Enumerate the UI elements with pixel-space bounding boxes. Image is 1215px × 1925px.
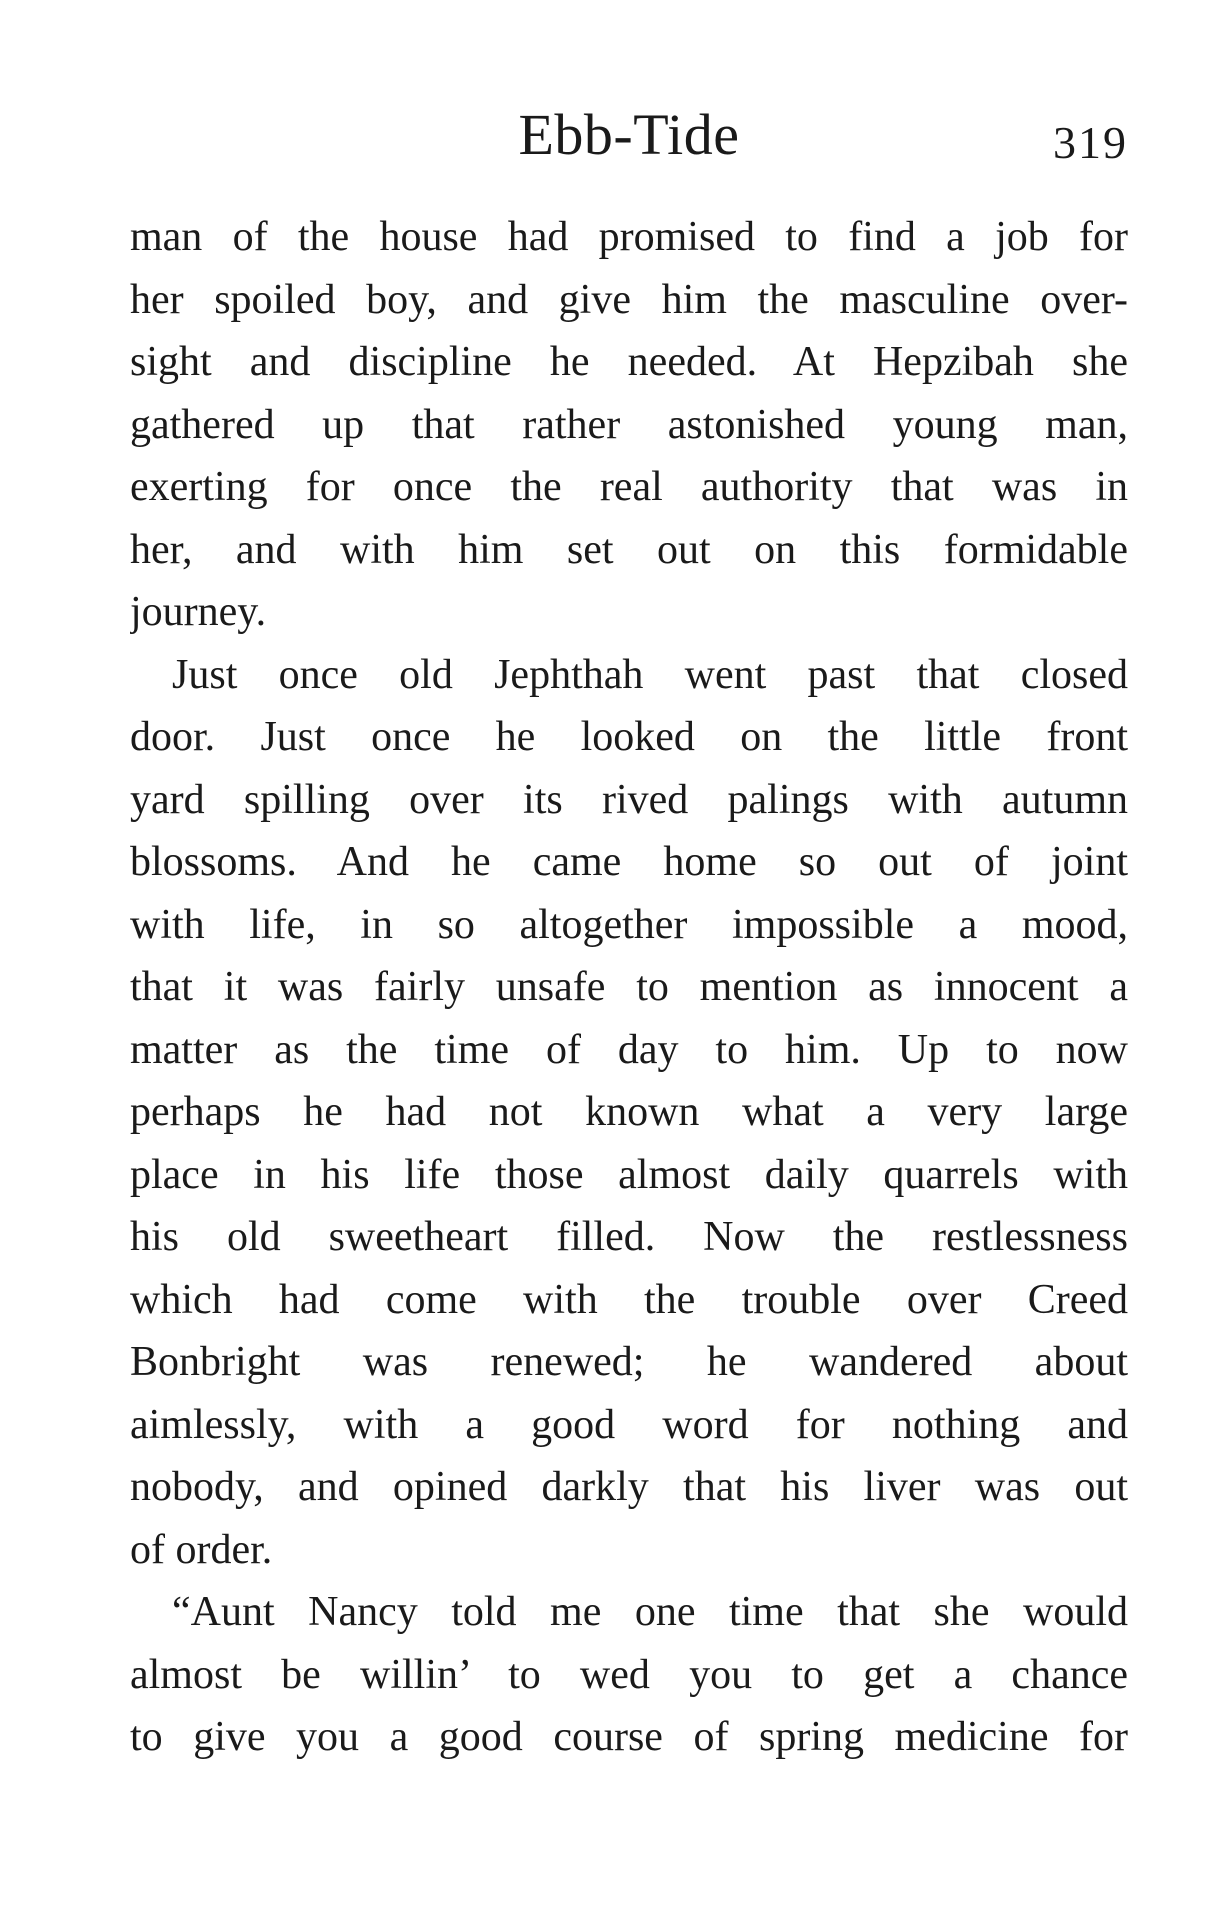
text-line: exerting for once the real authority that was in [130, 464, 1128, 510]
running-title: Ebb-Tide [518, 102, 740, 167]
text-line: Just once old Jephthah went past that closed [172, 651, 1128, 698]
text-line: his old sweetheart filled. Now the restlessness [130, 1214, 1128, 1260]
running-head [130, 100, 1128, 170]
text-line: perhaps he had not known what a very large [130, 1089, 1128, 1135]
text-line: which had come with the trouble over Creed [130, 1276, 1128, 1323]
text-line: nobody, and opined darkly that his liver was out [130, 1464, 1128, 1510]
body-text [130, 206, 1128, 1769]
text-line: matter as the time of day to him. Up to now [130, 1026, 1128, 1073]
paragraph-1 [130, 206, 1128, 644]
text-line: man of the house had promised to find a job for [130, 214, 1128, 260]
text-line: Bonbright was renewed; he wandered about [130, 1339, 1128, 1385]
text-line: with life, in so altogether impossible a mood, [130, 901, 1128, 948]
text-line: her spoiled boy, and give him the masculine over- [130, 276, 1128, 323]
text-line: of order. [130, 1526, 273, 1573]
text-line: blossoms. And he came home so out of joint [130, 839, 1128, 885]
text-line: door. Just once he looked on the little front [130, 714, 1128, 760]
text-line: place in his life those almost daily quarrels with [130, 1151, 1128, 1198]
text-line: to give you a good course of spring medicine for [130, 1714, 1128, 1760]
text-line: gathered up that rather astonished young man, [130, 401, 1128, 448]
text-line: her, and with him set out on this formidable [130, 526, 1128, 573]
page-number: 319 [1053, 117, 1128, 168]
text-line: sight and discipline he needed. At Hepzibah she [130, 339, 1128, 385]
text-line: almost be willin’ to wed you to get a chance [130, 1651, 1128, 1698]
text-line: yard spilling over its rived palings with autumn [130, 776, 1128, 823]
paragraph-3 [130, 1581, 1128, 1769]
text-line: that it was fairly unsafe to mention as innocent a [130, 964, 1128, 1010]
paragraph-2 [130, 644, 1128, 1582]
text-line: “Aunt Nancy told me one time that she would [172, 1589, 1128, 1635]
text-line: aimlessly, with a good word for nothing and [130, 1401, 1128, 1448]
text-line: journey. [130, 589, 267, 635]
